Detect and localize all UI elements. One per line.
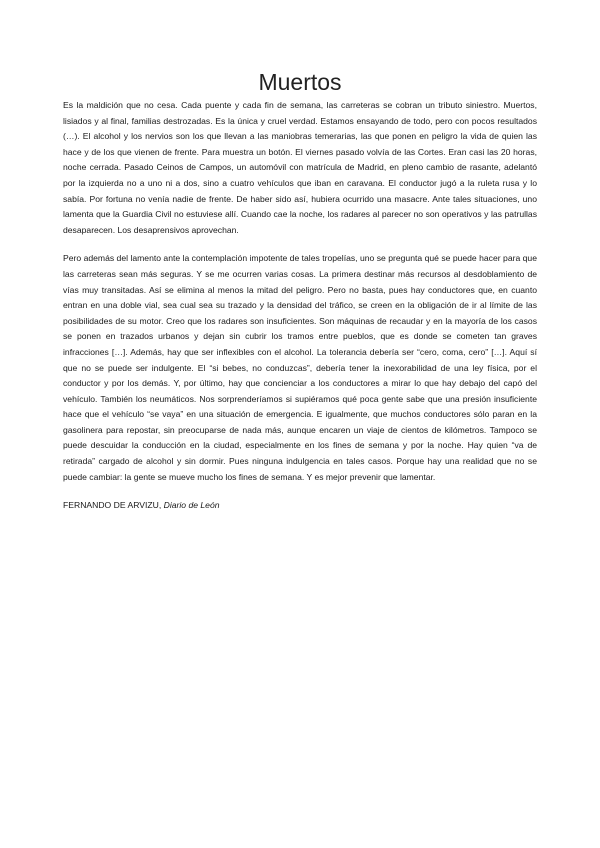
article-source: Diario de León bbox=[163, 500, 220, 511]
article-paragraph-2: Pero además del lamento ante la contemplación impotente de tales tropelías, uno se pregunta qué se puede hacer para que las carreteras sean más seguras. Y se me ocurren varias cosas. La primera destinar más recursos al desdoblamiento de vías muy transitadas. Así se elimina al menos la mitad del peligro. Pero no basta, pues hay conductores que, en cuanto entran en una doble vial, sea cual sea su trazado y la densidad del tráfico, se creen en la obligación de ir al límite de las posibilidades de su motor. Creo que los radares son insuficientes. Son máquinas de recaudar y en la mayoría de los casos se ponen en trazados urbanos y dejan sin cubrir los tramos entre pueblos, que es donde se cometen tan graves infracciones […]. Además, hay que ser inflexibles con el alcohol. La tolerancia debería ser “cero, coma, cero” […]. Aquí sí que no se puede ser indulgente. El “si bebes, no conduzcas”, debería tener la inexorabilidad de una ley física, por el conductor y por los demás. Y, por último, hay que concienciar a los conductores a mirar lo que hay debajo del capó del vehículo. También los neumáticos. Nos sorprenderíamos si supiéramos qué poca gente sabe que una presión insuficiente hace que el vehículo “se vaya” en una situación de emergencia. E igualmente, que muchos conductores sólo paran en la gasolinera para repostar, sin preocuparse de nada más, aunque encaren un viaje de cientos de kilómetros. Tampoco se puede descuidar la conducción en la ciudad, especialmente en los fines de semana y por la noche. Hay quien “va de retirada” cargado de alcohol y sin dormir. Pues ninguna indulgencia en tales casos. Porque hay una realidad que no se puede cambiar: la gente se mueve mucho los fines de semana. Y es mejor prevenir que lamentar. bbox=[63, 253, 537, 482]
article-title: Muertos bbox=[258, 69, 342, 95]
article-signature bbox=[63, 498, 537, 514]
article-author: FERNANDO DE ARVIZU, bbox=[63, 500, 162, 511]
document-page bbox=[63, 68, 537, 514]
article-paragraph-1: Es la maldición que no cesa. Cada puente y cada fin de semana, las carreteras se cobran un tributo siniestro. Muertos, lisiados y al final, familias destrozadas. Es la única y cruel verdad. Estamos ensayando de todo, pero con pocos resultados (…). El alcohol y los nervios son los que llevan a las maniobras temerarias, las que ponen en peligro la vida de quien las hace y de los que vienen de frente. Para muestra un botón. El viernes pasado volvía de las Cortes. Eran casi las 20 horas, noche cerrada. Pasado Ceinos de Campos, un automóvil con matrícula de Madrid, en pleno cambio de rasante, adelantó por la izquierda no a uno ni a dos, sino a cuatro vehículos que iban en caravana. El conductor jugó a la ruleta rusa y lo sabía. Por fortuna no venía nadie de frente. De haber sido así, hubiera ocurrido una masacre. Ante tales situaciones, uno lamenta que la Guardia Civil no estuviese allí. Cuando cae la noche, los radares al parecer no son operativos y las patrullas desaparecen. Los desaprensivos aprovechan. bbox=[63, 100, 537, 235]
